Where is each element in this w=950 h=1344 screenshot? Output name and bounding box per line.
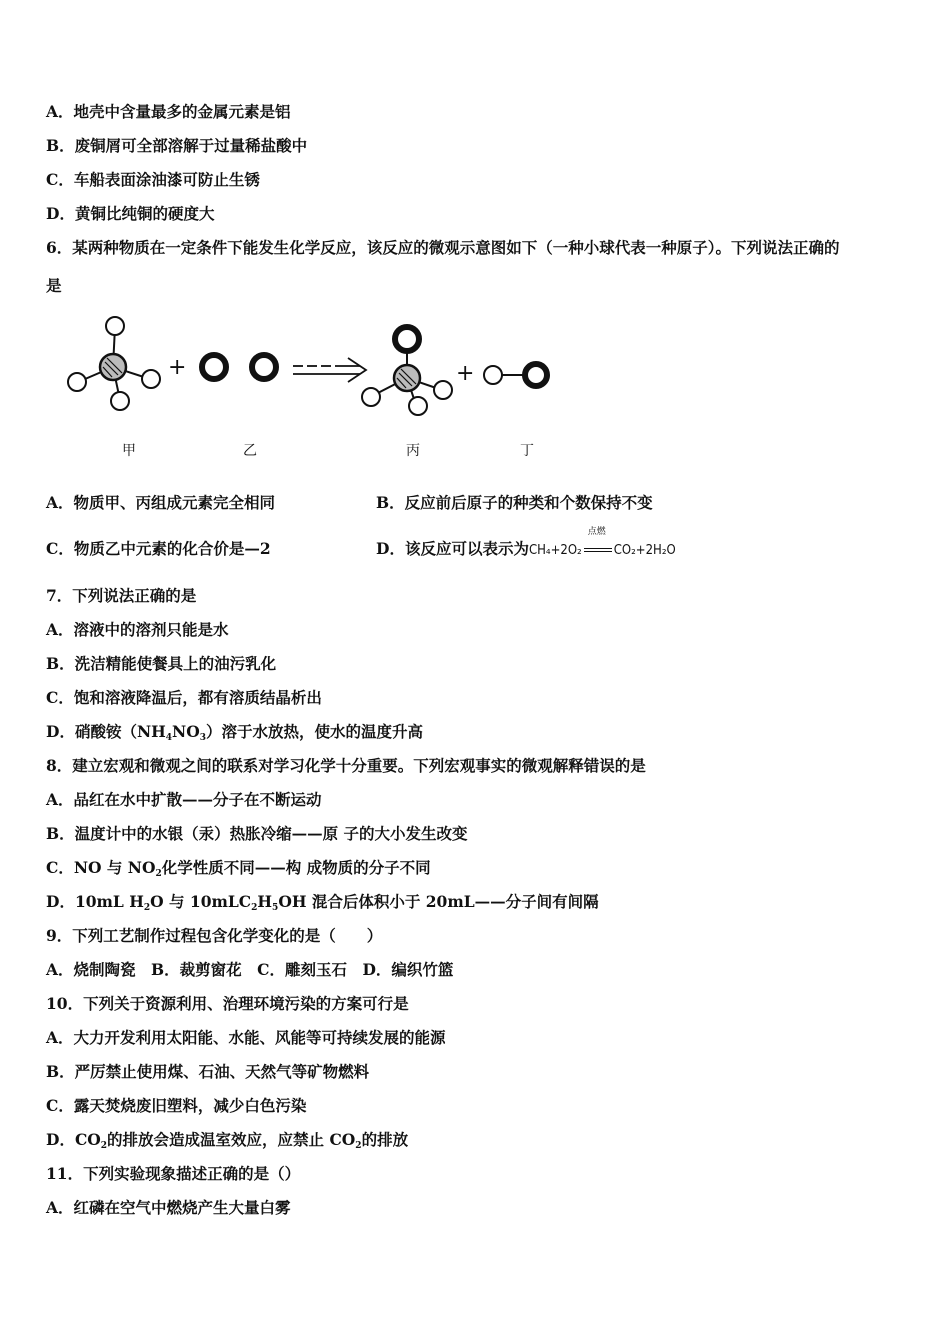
plus-sign-2: +	[456, 361, 475, 386]
q8-option-a: A．品红在水中扩散——分子在不断运动	[46, 790, 322, 809]
q5-option-b: B．废铜屑可全部溶解于过量稀盐酸中	[46, 136, 308, 155]
label-bing: 丙	[406, 443, 420, 459]
q5-option-c: C．车船表面涂油漆可防止生锈	[46, 170, 260, 189]
q11-option-a: A．红磷在空气中燃烧产生大量白雾	[46, 1198, 291, 1217]
q7-option-a: A．溶液中的溶剂只能是水	[46, 620, 229, 639]
q6-d-prefix: D．该反应可以表示为	[376, 539, 529, 558]
q10-option-b: B．严厉禁止使用煤、石油、天然气等矿物燃料	[46, 1062, 370, 1081]
q10-option-c: C．露天焚烧废旧塑料，减少白色污染	[46, 1096, 307, 1115]
reaction-arrow	[293, 358, 366, 382]
q6-option-b: B．反应前后原子的种类和个数保持不变	[376, 493, 653, 512]
q7-option-b: B．洗洁精能使餐具上的油污乳化	[46, 654, 277, 673]
q6-d-products: CO₂+2H₂O	[613, 543, 676, 558]
q7-option-c: C．饱和溶液降温后，都有溶质结晶析出	[46, 688, 322, 707]
label-jia: 甲	[122, 443, 136, 459]
q5-option-d: D．黄铜比纯铜的硬度大	[46, 204, 215, 223]
q6-option-a: A．物质甲、丙组成元素完全相同	[46, 493, 276, 512]
q10-stem: 10．下列关于资源利用、治理环境污染的方案可行是	[46, 994, 409, 1013]
q8-stem: 8．建立宏观和微观之间的联系对学习化学十分重要。下列宏观事实的微观解释错误的是	[46, 756, 646, 775]
q8-option-b: B．温度计中的水银（汞）热胀冷缩——原 子的大小发生改变	[46, 824, 468, 843]
equation-sign	[584, 527, 612, 559]
label-yi: 乙	[243, 443, 257, 459]
q9-stem: 9．下列工艺制作过程包含化学变化的是（ ）	[46, 926, 383, 945]
plus-sign-1: +	[168, 355, 187, 380]
q10-option-d: D．$CO_2$的排放会造成温室效应，应禁止 $CO_2$的排放	[46, 1130, 409, 1151]
equal-bar	[584, 548, 612, 552]
q5-option-a: A．地壳中含量最多的金属元素是铝	[46, 102, 291, 121]
molecule-yi	[202, 355, 276, 379]
q6-option-c: C．物质乙中元素的化合价是—2	[46, 539, 271, 558]
q7-stem: 7．下列说法正确的是	[46, 586, 197, 605]
q11-stem: 11．下列实验现象描述正确的是（）	[46, 1164, 301, 1183]
q6-option-d	[376, 527, 676, 561]
q6-d-reactants: CH₄+2O₂	[528, 543, 582, 558]
q6-stem-line2: 是	[46, 276, 62, 295]
q8-option-d: D．10mL $H_2O$ 与 $10mLC_2H_5OH$ 混合后体积小于 20mL——分子间有间隔	[46, 892, 599, 913]
molecule-ding	[484, 364, 547, 386]
q6-stem-line1: 6．某两种物质在一定条件下能发生化学反应，该反应的微观示意图如下（一种小球代表一种原子）。下列说法正确的	[46, 238, 840, 257]
molecule-jia	[68, 317, 160, 410]
q10-option-a: A．大力开发利用太阳能、水能、风能等可持续发展的能源	[46, 1028, 446, 1047]
molecule-bing	[362, 327, 452, 415]
q9-options: A．烧制陶瓷 B．裁剪窗花 C．雕刻玉石 D．编织竹篮	[46, 960, 454, 979]
q8-option-c: C．NO 与 $NO_2$化学性质不同——构 成物质的分子不同	[46, 858, 431, 879]
condition-label: 点燃	[587, 527, 606, 537]
label-ding: 丁	[520, 443, 534, 459]
q7-option-d: D．硝酸铵$(NH_4NO_3)$溶于水放热，使水的温度升高	[46, 722, 423, 743]
